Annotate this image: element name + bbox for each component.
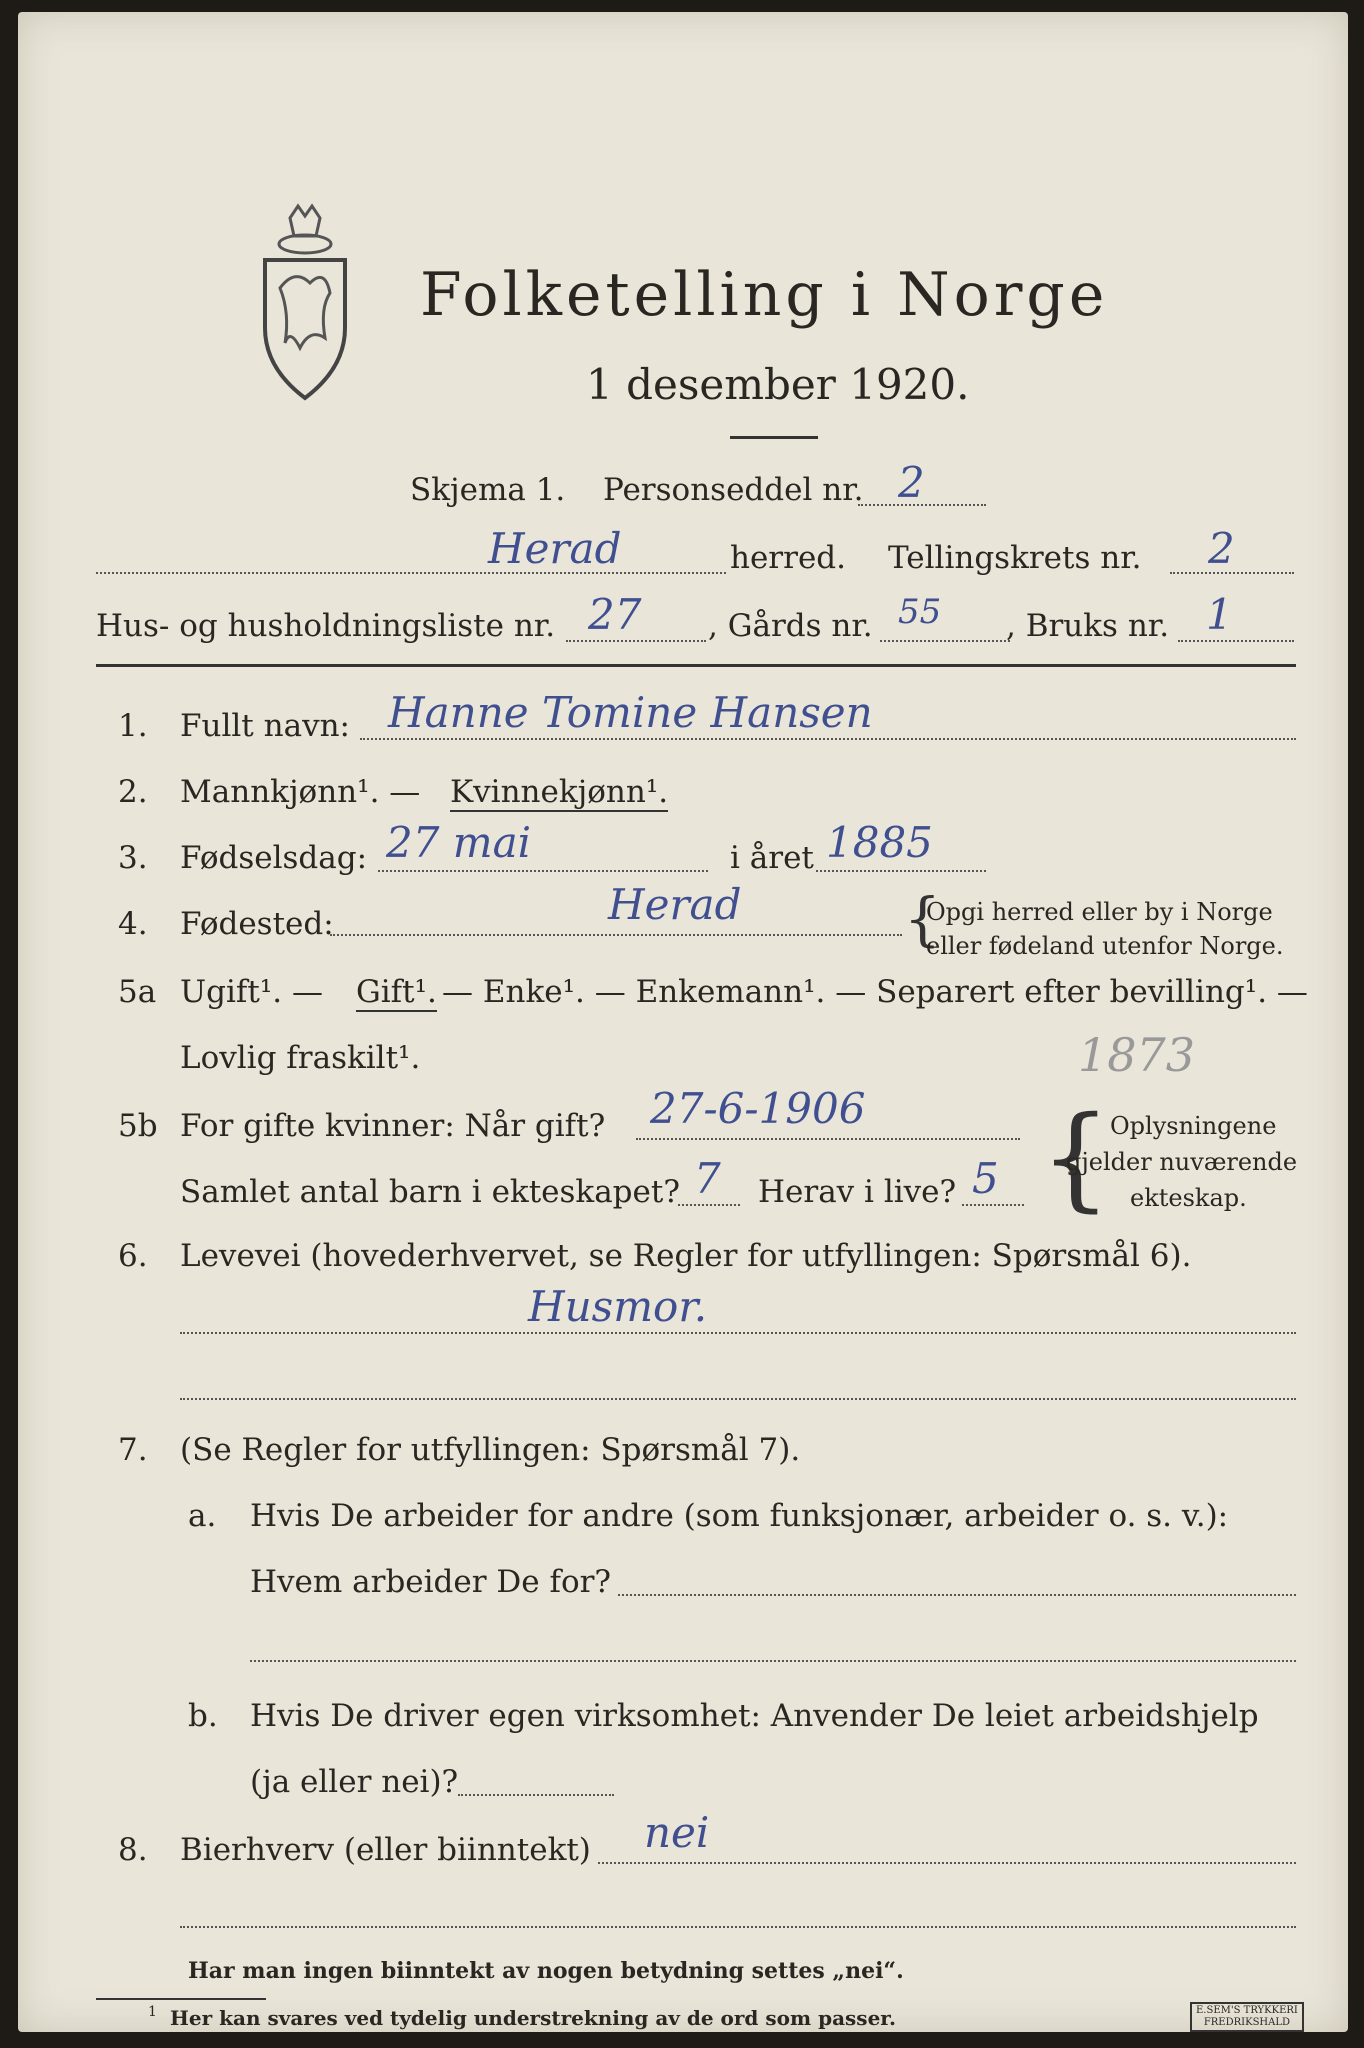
q8-label: Bierhverv (eller biinntekt)	[180, 1832, 591, 1868]
q6-number: 6.	[118, 1238, 148, 1274]
q5b-note-line3: ekteskap.	[1130, 1184, 1247, 1212]
herred-value: Herad	[488, 524, 622, 573]
q1-field-line	[360, 738, 1296, 740]
q1-number: 1.	[118, 708, 148, 744]
q1-label: Fullt navn:	[180, 708, 350, 744]
q8-number: 8.	[118, 1832, 148, 1868]
title-divider	[730, 436, 818, 439]
q3-year-field-line	[816, 870, 986, 872]
q5b-label: For gifte kvinner: Når gift?	[180, 1108, 606, 1144]
printer-stamp	[1190, 2002, 1304, 2032]
q4-note-line1: Opgi herred eller by i Norge	[926, 898, 1273, 926]
q7-number: 7.	[118, 1432, 148, 1468]
q7a-question: Hvem arbeider De for?	[250, 1564, 612, 1600]
schema-label: Skjema 1.	[410, 472, 566, 508]
herred-label: herred.	[730, 540, 846, 576]
q1-value: Hanne Tomine Hansen	[388, 688, 873, 737]
q5b-children-value: 7	[694, 1154, 721, 1203]
bruks-label: , Bruks nr.	[1006, 608, 1170, 644]
census-form-page	[18, 12, 1348, 2032]
hus-label: Hus- og husholdningsliste nr.	[96, 608, 556, 644]
hus-field-line	[566, 640, 706, 642]
q7a-field-line	[618, 1594, 1296, 1596]
printer-city: FREDRIKSHALD	[1203, 2017, 1291, 2028]
q4-field-line	[330, 934, 902, 936]
q2-female-option: Kvinnekjønn¹.	[450, 774, 669, 810]
q5b-value: 27-6-1906	[650, 1084, 866, 1133]
gards-label: , Gårds nr.	[708, 608, 873, 644]
q5b-note-line2: gjelder nuværende	[1066, 1148, 1298, 1176]
q3-value: 27 mai	[386, 818, 532, 867]
q7a-text: Hvis De arbeider for andre (som funksjonær, arbeider o. s. v.):	[250, 1498, 1229, 1534]
q8-field-line	[598, 1862, 1296, 1864]
q5a-other-options: — Enke¹. — Enkemann¹. — Separert efter bevilling¹. —	[442, 974, 1308, 1010]
q7b-question: (ja eller nei)?	[250, 1764, 459, 1800]
herred-field-line	[96, 572, 726, 574]
q8-field-line-2	[180, 1926, 1296, 1928]
q4-number: 4.	[118, 906, 148, 942]
section-divider	[96, 664, 1296, 667]
q3-year-label: i året	[730, 840, 814, 876]
q4-brace: {	[904, 885, 941, 953]
q7-label: (Se Regler for utfyllingen: Spørsmål 7).	[180, 1432, 801, 1468]
q7b-field-line	[458, 1794, 614, 1796]
q5b-note-line1: Oplysningene	[1110, 1112, 1277, 1140]
q5b-field-line	[636, 1138, 1020, 1140]
q7a-field-line-2	[250, 1660, 1296, 1662]
q6-value: Husmor.	[528, 1282, 708, 1331]
q5a-fraskilt-option: Lovlig fraskilt¹.	[180, 1040, 421, 1076]
q2-number: 2.	[118, 774, 148, 810]
q5a-number: 5a	[118, 974, 157, 1010]
q5b-children-field-line	[678, 1204, 740, 1206]
bruks-field-line	[1178, 640, 1294, 642]
q5b-number: 5b	[118, 1108, 158, 1144]
q5b-alive-value: 5	[972, 1154, 999, 1203]
q4-note-line2: eller fødeland utenfor Norge.	[926, 932, 1284, 960]
tellingskrets-label: Tellingskrets nr.	[888, 540, 1142, 576]
q5a-ugift-option: Ugift¹. —	[180, 974, 323, 1010]
q7b-text: Hvis De driver egen virksomhet: Anvender De leiet arbeidshjelp	[250, 1698, 1259, 1734]
q3-number: 3.	[118, 840, 148, 876]
q3-label: Fødselsdag:	[180, 840, 368, 876]
q7a-letter: a.	[188, 1498, 217, 1534]
form-date: 1 desember 1920.	[586, 360, 970, 409]
q5b-alive-label: Herav i live?	[758, 1174, 957, 1210]
form-title: Folketelling i Norge	[420, 260, 1109, 330]
q2-male-option: Mannkjønn¹. —	[180, 774, 421, 810]
gards-value: 55	[898, 592, 942, 632]
personseddel-value: 2	[898, 458, 925, 507]
q4-value: Herad	[608, 880, 742, 929]
q6-field-line	[180, 1332, 1296, 1334]
q4-label: Fødested:	[180, 906, 334, 942]
tellingskrets-value: 2	[1208, 524, 1235, 573]
q3-year-value: 1885	[826, 818, 933, 867]
q8-value: nei	[644, 1808, 710, 1857]
footnote-rule	[96, 1998, 266, 2000]
footnote-text: Her kan svares ved tydelig understrekning av de ord som passer.	[170, 2006, 896, 2030]
footnote-mark: 1	[148, 2004, 157, 2020]
coat-of-arms-icon	[250, 198, 360, 408]
footer-note: Har man ingen biinntekt av nogen betydning settes „nei“.	[188, 1958, 904, 1984]
q5a-gift-option: Gift¹.	[356, 974, 437, 1010]
q6-field-line-2	[180, 1398, 1296, 1400]
q7b-letter: b.	[188, 1698, 218, 1734]
printer-name: E.SEM'S TRYKKERI	[1196, 2005, 1298, 2016]
q5b-alive-field-line	[962, 1204, 1024, 1206]
q5b-brace: {	[1040, 1093, 1112, 1223]
q5b-children-label: Samlet antal barn i ekteskapet?	[180, 1174, 680, 1210]
q6-label: Levevei (hovederhvervet, se Regler for utfyllingen: Spørsmål 6).	[180, 1238, 1192, 1274]
q5a-margin-note: 1873	[1078, 1028, 1196, 1082]
hus-value: 27	[588, 590, 642, 639]
q3-field-line	[378, 870, 708, 872]
bruks-value: 1	[1206, 590, 1233, 639]
gards-field-line	[880, 640, 1010, 642]
personseddel-label: Personseddel nr.	[603, 472, 864, 508]
